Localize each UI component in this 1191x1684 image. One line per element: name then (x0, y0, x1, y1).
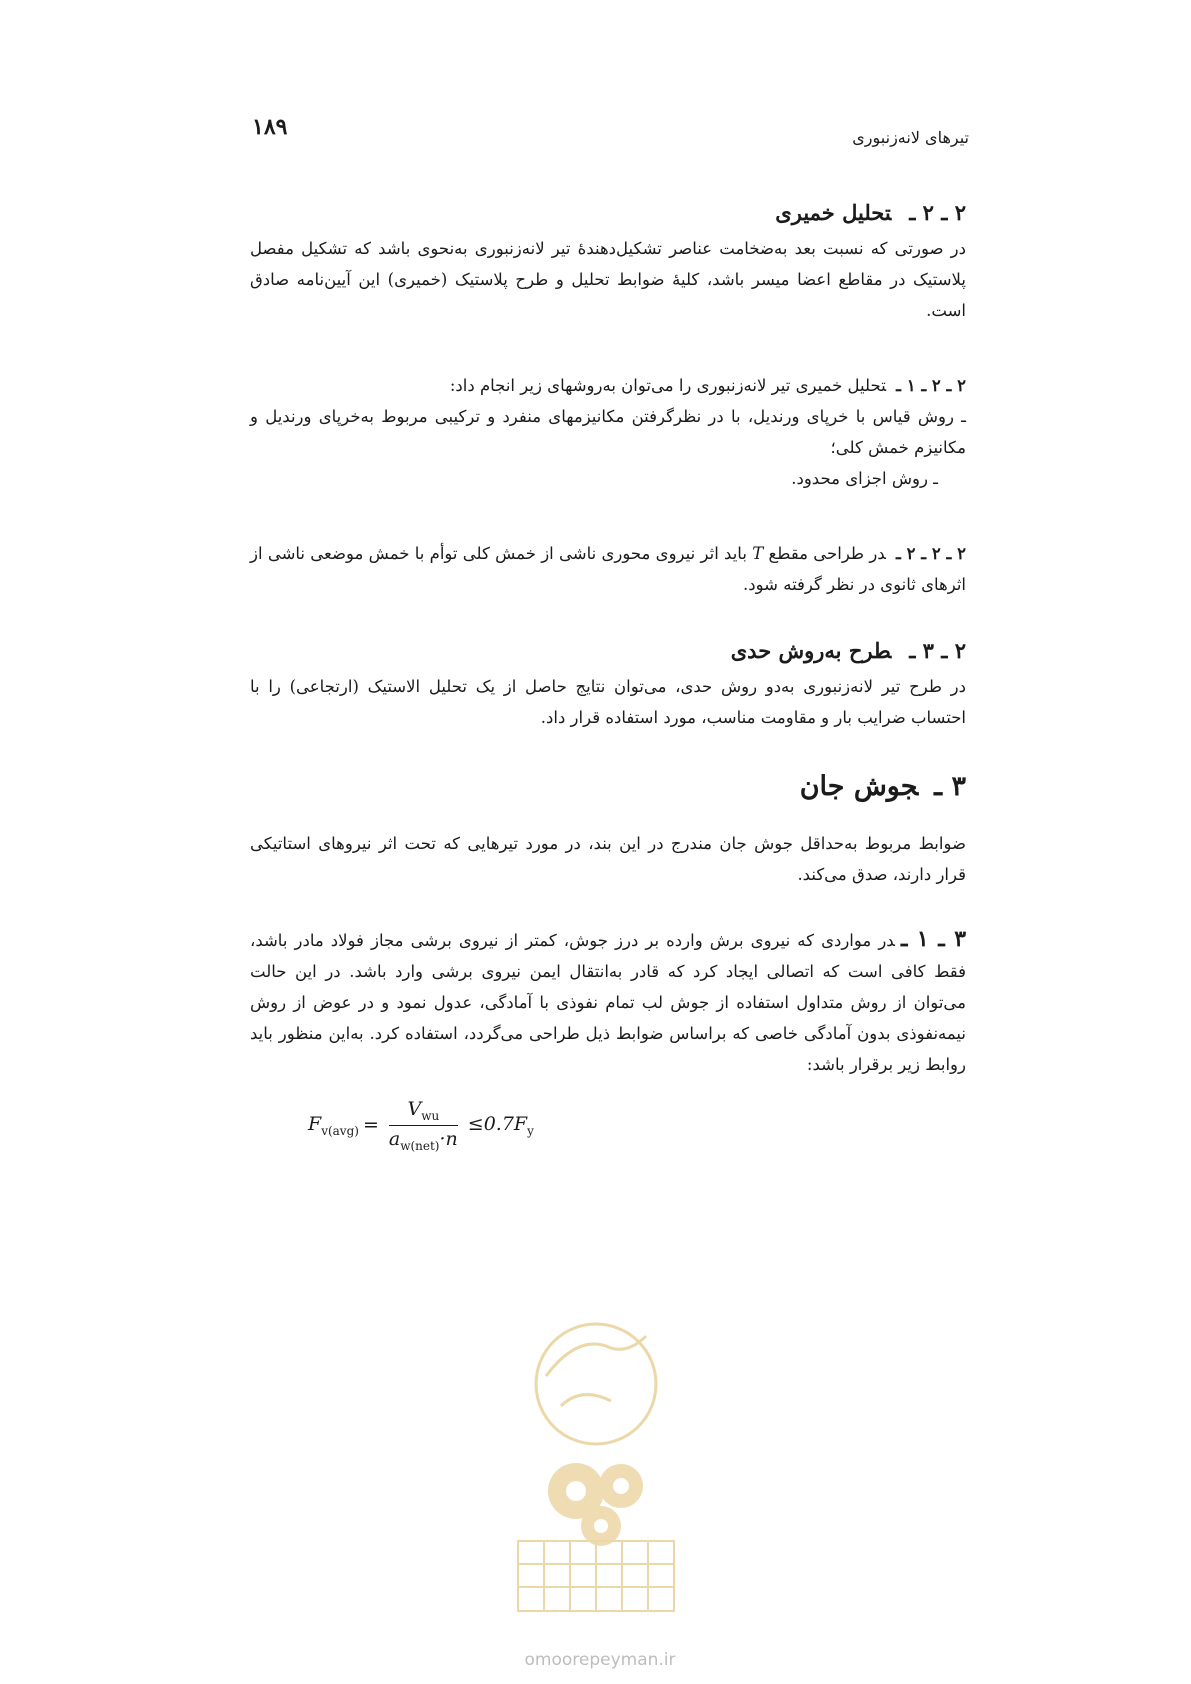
heading-title: جوش جان (799, 771, 919, 802)
formula-fraction (389, 1098, 458, 1153)
formula-rhs: $\le 0.7F_y$ (467, 1112, 534, 1138)
heading-number: ۲ ـ ۳ ـ (909, 638, 966, 663)
heading-2-2 (250, 200, 966, 225)
page-body (250, 200, 966, 1153)
section-symbol: T (752, 544, 764, 563)
heading-number: ۲ ـ ۲ ـ (909, 200, 966, 225)
paragraph-3: ضوابط مربوط به‌حداقل جوش جان مندرج در این بند، در مورد تیرهایی که تحت اثر نیروهای استاتیکی قرار دارند، صدق می‌کند. (250, 834, 966, 884)
paragraph-2-2-2 (250, 538, 966, 600)
paragraph-2-3: در طرح تیر لانه‌زنبوری به‌دو روش حدی، می‌توان نتایج حاصل از یک تحلیل الاستیک (ارتجاعی) را با احتساب ضرایب بار و مقاومت مناسب، مورد استفاده قرار داد. (250, 677, 966, 727)
heading-title: تحلیل خمیری (775, 200, 892, 225)
heading-2-3 (250, 638, 966, 663)
page-number: ۱۸۹ (252, 114, 288, 140)
paragraph-2-2-1 (250, 370, 966, 401)
paragraph-2-2: در صورتی که نسبت بعد به‌ضخامت عناصر تشکیل‌دهندهٔ تیر لانه‌زنبوری به‌نحوی باشد که تشکیل مفصل پلاستیک در مقاطع اعضا میسر باشد، کلیهٔ ضوابط تحلیل و طرح پلاستیک (خمیری) این آیین‌نامه صادق است. (250, 239, 966, 320)
heading-3 (250, 771, 966, 802)
paragraph-3-1 (250, 924, 966, 1080)
clause-lead: تحلیل خمیری تیر لانه‌زنبوری را می‌توان به‌روشهای زیر انجام داد: (449, 376, 887, 395)
list-item: ـ روش اجزای محدود. (791, 469, 938, 488)
clause-text-b: باید اثر نیروی محوری ناشی از خمش کلی توأم با خمش موضعی ناشی از اثرهای ثانوی در نظر گرفته شود. (250, 544, 966, 594)
clause-number: ۲ ـ ۲ ـ ۲ ـ (895, 544, 966, 563)
clause-text-a: در طراحی مقطع (768, 544, 886, 563)
formula-equals: = (362, 1114, 379, 1137)
watermark-logo (506, 1316, 686, 1626)
clause-body: در مواردی که نیروی برش وارده بر درز جوش، کمتر از نیروی برشی مجاز فولاد مادر باشد، فقط کافی است که اتصالی ایجاد کرد که قادر به‌انتقال ایمن نیروی برشی وارد باشد. در این حالت می‌توان از روش متداول استفاده از جوش لب تمام نفوذی با آمادگی، عدول نمود و در عوض از روش نیمه‌نفوذی بدون آمادگی خاصی که براساس ضوابط ذیل طراحی می‌گردد، استفاده کرد. به‌این منظور باید روابط زیر برقرار باشد: (250, 931, 966, 1074)
clause-number: ۳ ـ ۱ ـ (900, 926, 967, 952)
watermark-url: omoorepeyman.ir (524, 1650, 676, 1670)
formula-lhs: $F_{v(avg)}$ (308, 1112, 359, 1138)
shear-stress-formula (250, 1098, 966, 1153)
list-item: ـ روش قیاس با خرپای ورندیل، با در نظرگرفتن مکانیزمهای منفرد و ترکیبی مربوط به‌خرپای ورندیل و مکانیزم خمش کلی؛ (250, 407, 966, 457)
formula-denominator: $a_{w(net)}\cdot n$ (388, 1127, 458, 1153)
clause-number: ۲ ـ ۲ ـ ۱ ـ (896, 376, 966, 395)
formula-numerator: $V_{wu}$ (407, 1098, 440, 1123)
heading-title: طرح به‌روش حدی (730, 638, 892, 663)
heading-number: ۳ ـ (934, 771, 966, 802)
running-title: تیرهای لانه‌زنبوری (852, 128, 969, 147)
